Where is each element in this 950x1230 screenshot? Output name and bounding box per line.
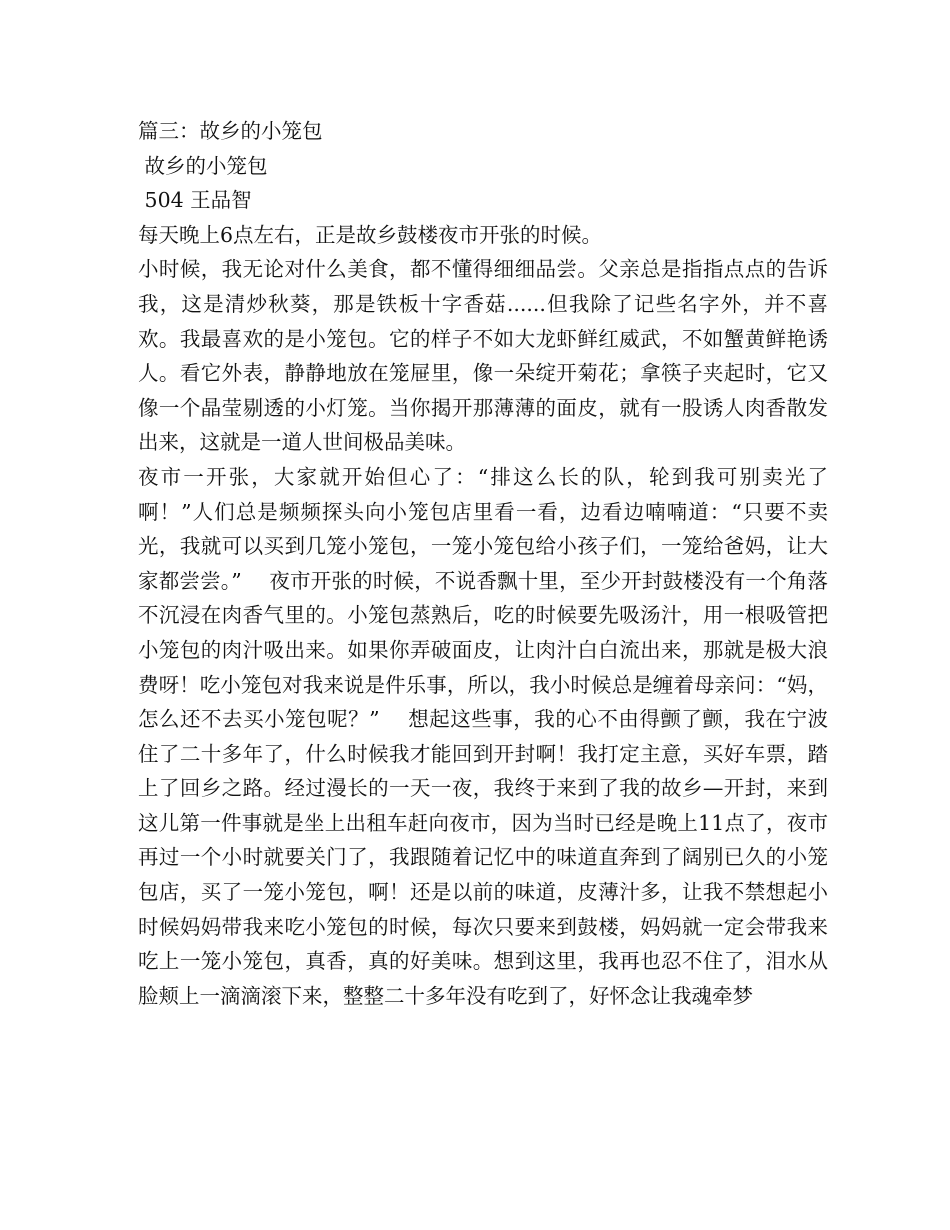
author-line: 504 王品智 bbox=[138, 188, 252, 213]
section-heading: 篇三：故乡的小笼包 bbox=[138, 119, 323, 143]
document-page bbox=[138, 114, 828, 1013]
paragraph-3: 夜市一开张，大家就开始但心了：“排这么长的队，轮到我可别卖光了啊！”人们总是频频探头向小笼包店里看一看，边看边喃喃道：“只要不卖光，我就可以买到几笼小笼包，一笼小笼包给小孩子们，一笼给爸妈，让大家都尝尝。” 夜市开张的时候，不说香飘十里，至少开封鼓楼没有一个角落不沉浸在肉香气里的。小笼包蒸熟后，吃的时候要先吸汤汁，用一根吸管把小笼包的肉汁吸出来。如果你弄破面皮，让肉汁白白流出来，那就是极大浪费呀！吃小笼包对我来说是件乐事，所以，我小时候总是缠着母亲问：“妈，怎么还不去买小笼包呢？” 想起这些事，我的心不由得颤了颤，我在宁波住了二十多年了，什么时候我才能回到开封啊！我打定主意，买好车票，踏上了回乡之路。经过漫长的一天一夜，我终于来到了我的故乡—开封，来到这儿第一件事就是坐上出租车赶向夜市，因为当时已经是晚上11点了，夜市再过一个小时就要关门了，我跟随着记忆中的味道直奔到了阔别已久的小笼包店，买了一笼小笼包，啊！还是以前的味道，皮薄汁多，让我不禁想起小时候妈妈带我来吃小笼包的时候，每次只要来到鼓楼，妈妈就一定会带我来吃上一笼小笼包，真香，真的好美味。想到这里，我再也忍不住了，泪水从脸颊上一滴滴滚下来，整整二十多年没有吃到了，好怀念让我魂牵梦 bbox=[138, 464, 828, 1008]
paragraph-1: 每天晚上6点左右，正是故乡鼓楼夜市开张的时候。 bbox=[138, 222, 603, 247]
paragraph-2: 小时候，我无论对什么美食，都不懂得细细品尝。父亲总是指指点点的告诉我，这是清炒秋葵，那是铁板十字香菇......但我除了记些名字外，并不喜欢。我最喜欢的是小笼包。它的样子不如大龙虾鲜红威武，不如蟹黄鲜艳诱人。看它外表，静静地放在笼屉里，像一朵绽开菊花；拿筷子夹起时，它又像一个晶莹剔透的小灯笼。当你揭开那薄薄的面皮，就有一股诱人肉香散发出来，这就是一道人世间极品美味。 bbox=[138, 257, 828, 455]
article-title: 故乡的小笼包 bbox=[138, 153, 268, 178]
